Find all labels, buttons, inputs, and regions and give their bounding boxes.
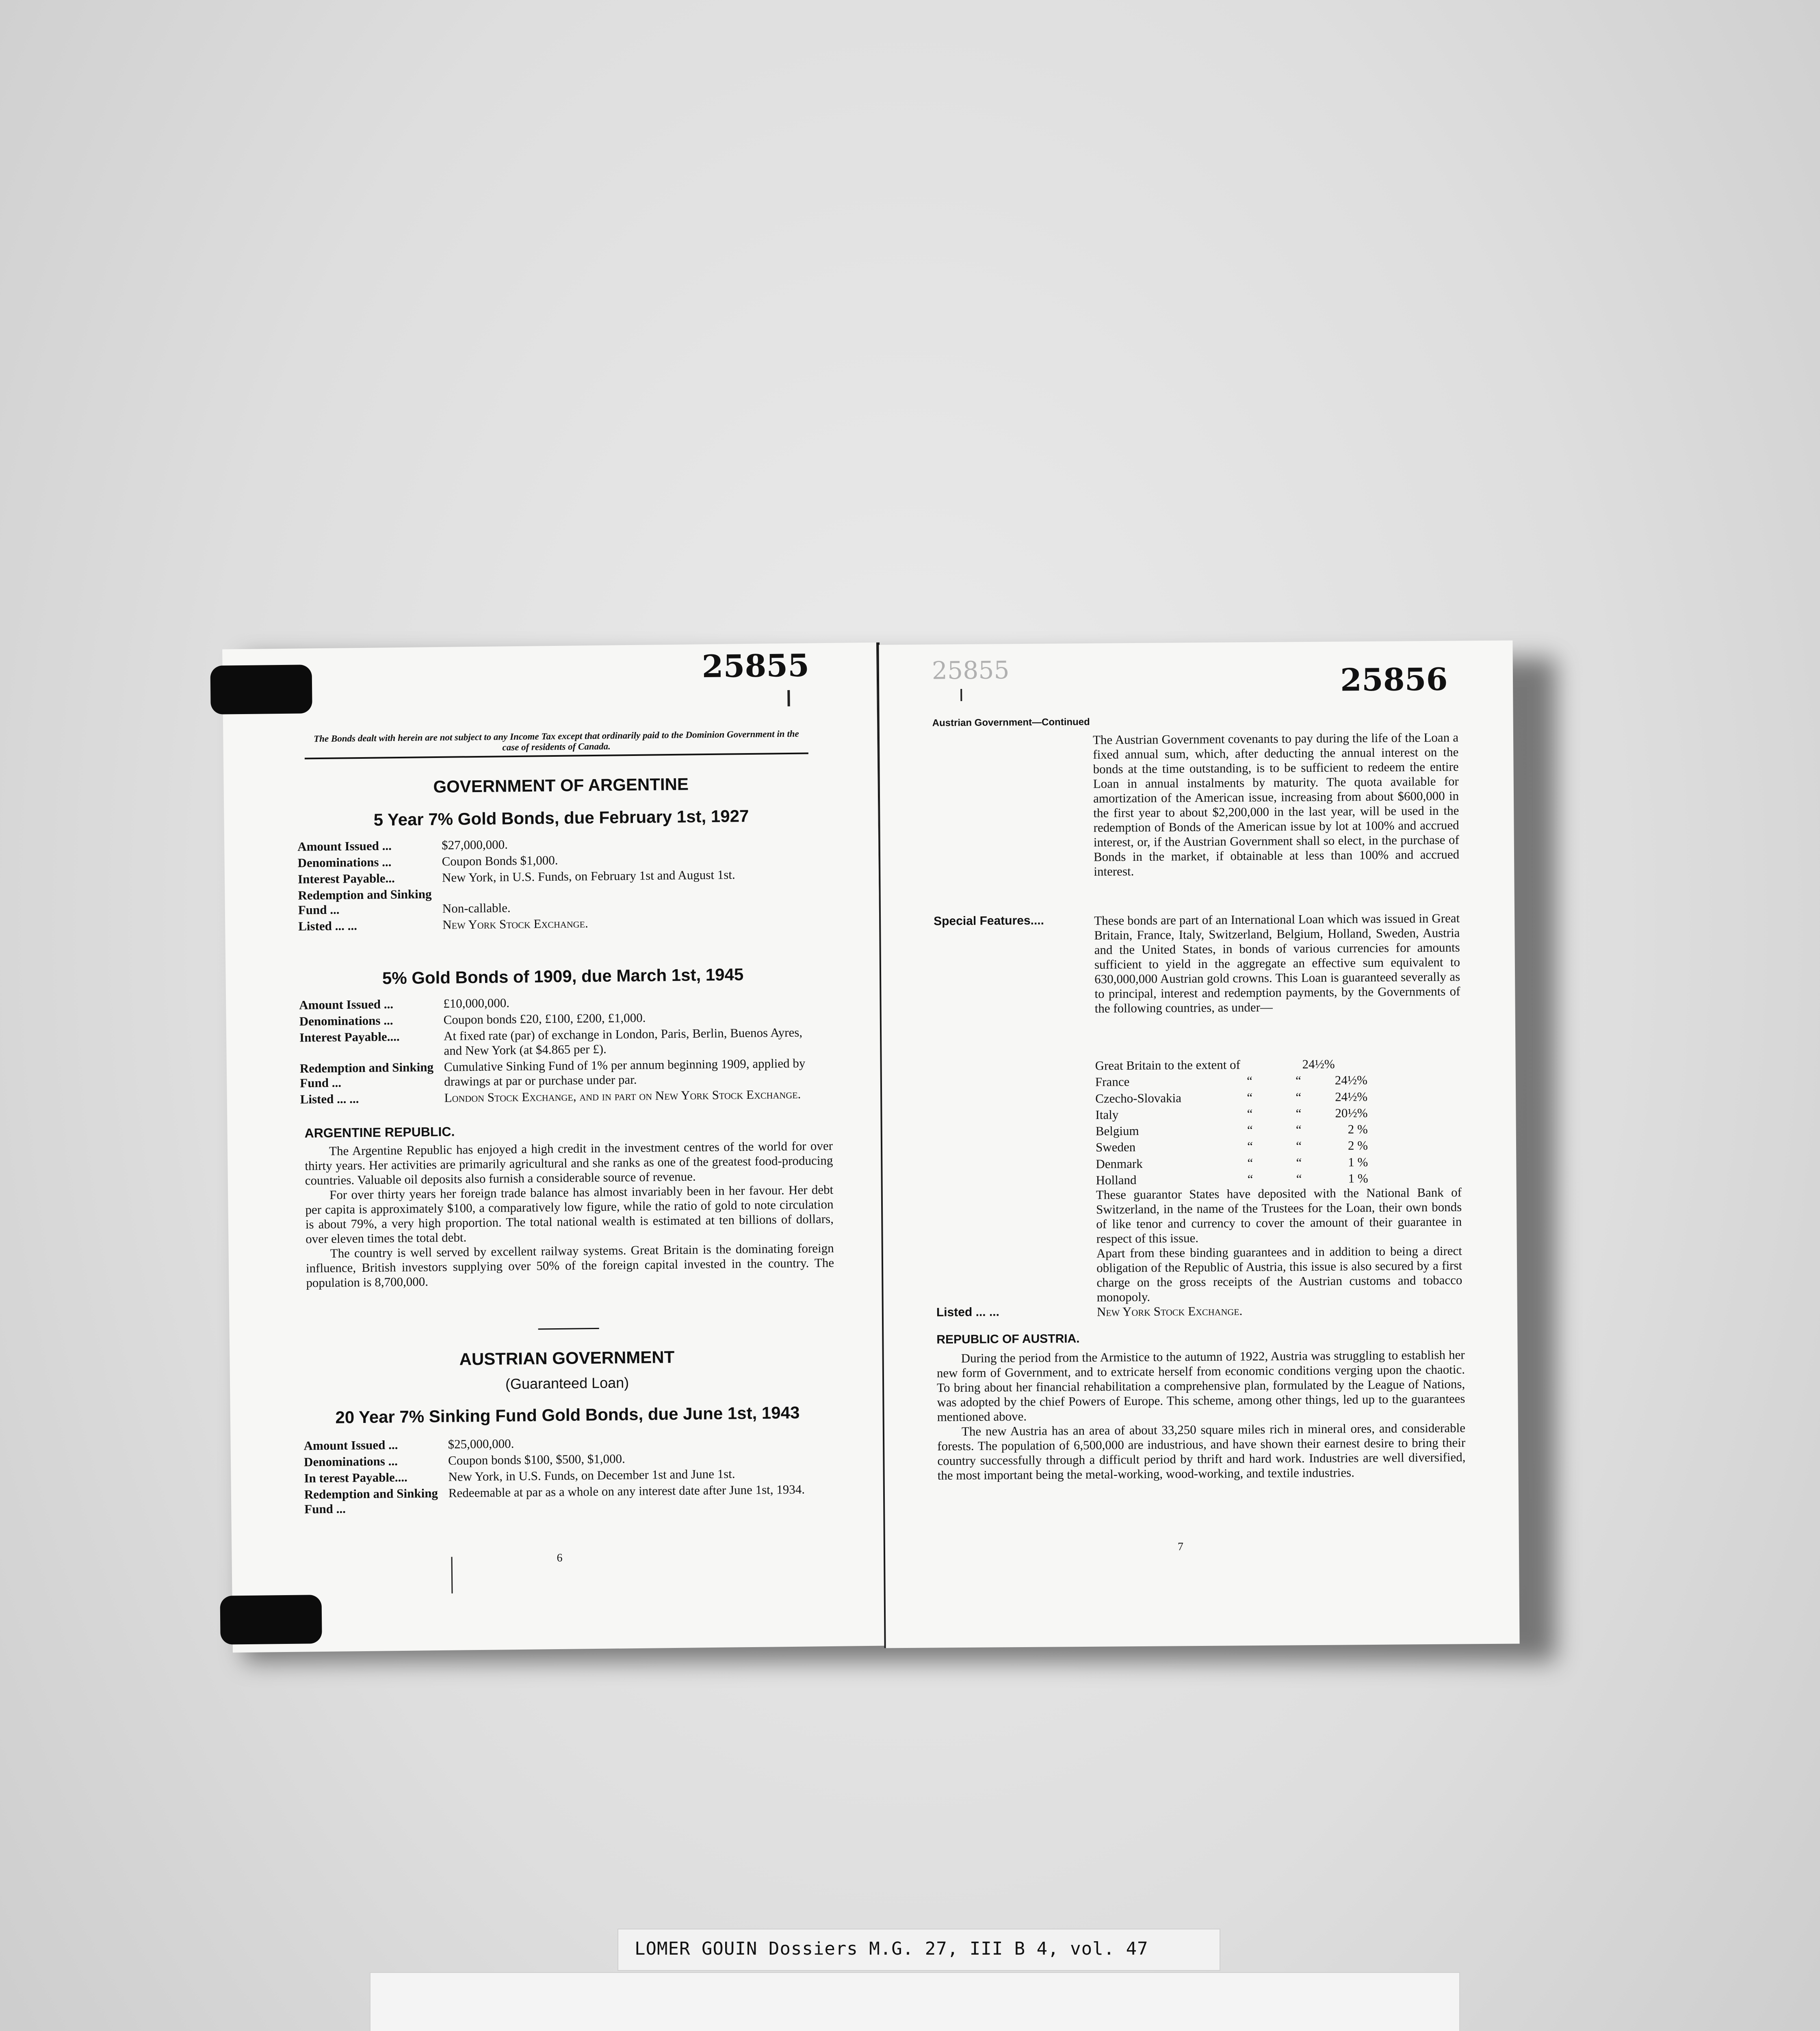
running-head: Austrian Government—Continued: [932, 716, 1090, 729]
bond-title-3: 20 Year 7% Sinking Fund Gold Bonds, due June 1st, 1943: [335, 1403, 800, 1427]
special-features-label: Special Features....: [934, 914, 1044, 928]
table-row: Belgium “ “ 2 %: [1095, 1122, 1368, 1138]
detail-row: Listed ... ... New York Stock Exchange.: [298, 916, 588, 933]
page-folio: 6: [557, 1551, 563, 1565]
stamp-number: 25855: [702, 647, 810, 685]
binder-clip-top: [210, 665, 312, 715]
section-divider: [538, 1328, 599, 1330]
special-features-text: These bonds are part of an International Loan which was issued in Great Britain, France, Italy, Switzerland, Belgium, Holland, Sweden, Austria and the United States, in bonds of various currencies for amounts sufficient to yield in the aggregate an effective sum equivalent to 630,000,000 Austrian gold crowns. This Loan is guaranteed severally as to principal, interest and redemption payments, by the Governments of the following countries, as under—: [1094, 911, 1460, 1016]
right-page: [877, 641, 1519, 1648]
table-row: France “ “ 24½%: [1095, 1073, 1368, 1089]
detail-row: Redemption and Sinking Fund ... Redeemable at par as a whole on any interest date after June 1st, 1934.: [304, 1482, 805, 1516]
detail-row: Denominations ... Coupon Bonds $1,000.: [297, 853, 558, 870]
archive-card: [370, 1972, 1460, 2031]
guarantor-table: [1095, 1056, 1368, 1189]
table-row: Denmark “ “ 1 %: [1096, 1154, 1368, 1171]
detail-row: Redemption and Sinking Fund ... Non-callable.: [298, 887, 511, 917]
argentine-republic-text: The Argentine Republic has enjoyed a high credit in the investment centres of the world for over thirty years. Her activities are primarily agricultural and she ranks as one of the greatest food-producing countries. Valuable oil deposits also furnish a considerable source of revenue. For over thirty years her foreign trade balance has almost invariably been in her favour. Her debt per capita is approximately $100, a comparatively low figure, while the ratio of gold to note circulation is about 79%, a very high proportion. The total national wealth is estimated at ten billions of dollars, over eleven times the total debt. The country is well served by excellent railway systems. Great Britain is the dominating foreign influence, British investors supplying over 50% of the foreign capital invested in the country. The population is 8,700,000.: [305, 1138, 834, 1290]
detail-row: Interest Payable... New York, in U.S. Funds, on February 1st and August 1st.: [297, 867, 735, 886]
binder-clip-bottom: [220, 1595, 322, 1645]
table-row: Great Britain to the extent of 24½%: [1095, 1057, 1335, 1073]
section-heading-austria: AUSTRIAN GOVERNMENT: [459, 1347, 675, 1369]
table-row: Italy “ “ 20½%: [1095, 1105, 1368, 1122]
detail-row: Denominations ... Coupon bonds £20, £100, £200, £1,000.: [299, 1010, 646, 1028]
republic-austria-text: During the period from the Armistice to the autumn of 1922, Austria was struggling to establish her new form of Government, and to extricate herself from economic conditions verging upon the chaotic. To bring about her financial rehabilitation a comprehensive plan, formulated by the League of Nations, was adopted by the chief Powers of Europe. This scheme, among other things, led up to the guarantees mentioned above. The new Austria has an area of about 33,250 square miles rich in mineral ores, and considerable forests. The population of 6,500,000 are industrious, and have shown their earnest desire to bring their country successfully through a difficult period by thrift and hard work. Industries are well diversified, the most important being the metal-working, wood-working, and textile industries.: [936, 1347, 1466, 1483]
section-subheading-austria: (Guaranteed Loan): [505, 1374, 629, 1392]
detail-row: Interest Payable.... At fixed rate (par) of exchange in London, Paris, Berlin, Buenos Ayres, and New York (at $4.865 per £).: [299, 1025, 803, 1058]
detail-row: Redemption and Sinking Fund ... Cumulative Sinking Fund of 1% per annum beginning 1909, applied by drawings at par or purchase under par.: [299, 1056, 806, 1090]
faint-stamp-number: 25855: [932, 656, 1010, 685]
section-heading-argentine: GOVERNMENT OF ARGENTINE: [433, 774, 689, 797]
tax-note: The Bonds dealt with herein are not subject to any Income Tax except that ordinarily paid to the Dominion Government in the case of residents of Canada.: [304, 728, 808, 759]
bond-2-details: [299, 992, 824, 1108]
bond-title-2: 5% Gold Bonds of 1909, due March 1st, 1945: [382, 965, 744, 988]
pencil-mark: [787, 690, 790, 706]
page-folio: 7: [1177, 1540, 1184, 1553]
argentine-republic-heading: ARGENTINE REPUBLIC.: [304, 1124, 455, 1141]
listed-label: Listed ... ...: [936, 1305, 1000, 1319]
stamp-number: 25856: [1340, 661, 1448, 698]
bond-1-details: [297, 834, 822, 935]
detail-row: Amount Issued ... $27,000,000.: [297, 837, 508, 854]
table-row: Holland “ “ 1 %: [1096, 1171, 1368, 1187]
covenant-text: The Austrian Government covenants to pay during the life of the Loan a fixed annual sum, which, after deducting the annual interest on the bonds at the time outstanding, is to be sufficient to redeem the entire Loan in annual instalments by maturity. The quota available for amortization of the American issue, increasing from about $600,000 in the first year to about $2,200,000 in the last year, will be used in the redemption of Bonds of the American issue by lot at 100% and accrued interest, or, if the Austrian Government shall so elect, in the purchase of Bonds in the market, if obtainable at less than 100% and accrued interest.: [1092, 730, 1460, 879]
bond-3-details: [303, 1433, 828, 1518]
bond-title-1: 5 Year 7% Gold Bonds, due February 1st, 1927: [373, 806, 749, 829]
pencil-mark: [960, 689, 962, 701]
archive-reference-label: [618, 1929, 1220, 1971]
detail-row: In terest Payable.... New York, in U.S. Funds, on December 1st and June 1st.: [304, 1466, 735, 1485]
archive-reference-text: LOMER GOUIN Dossiers M.G. 27, III B 4, vol. 47: [635, 1938, 1148, 1959]
detail-row: Amount Issued ... $25,000,000.: [303, 1436, 514, 1453]
pencil-mark: [451, 1557, 453, 1594]
table-row: Czecho-Slovakia “ “ 24½%: [1095, 1089, 1368, 1106]
detail-row: Denominations ... Coupon bonds $100, $500, $1,000.: [303, 1451, 625, 1469]
republic-austria-heading: REPUBLIC OF AUSTRIA.: [936, 1332, 1080, 1347]
listed-value: New York Stock Exchange.: [1096, 1303, 1243, 1319]
table-row: Sweden “ “ 2 %: [1095, 1138, 1368, 1155]
detail-row: Listed ... ... London Stock Exchange, and in part on New York Stock Exchange.: [300, 1087, 801, 1106]
left-page: [222, 643, 890, 1653]
detail-row: Amount Issued ... £10,000,000.: [299, 996, 510, 1012]
guarantee-text: These guarantor States have deposited with the National Bank of Switzerland, in the name of the Trustees for the Loan, their own bonds of like tenor and currency to cover the amount of their guarantee in respect of this issue. Apart from these binding guarantees and in addition to being a direct obligation of the Republic of Austria, this issue is also secured by a first charge on the gross receipts of the Austrian customs and tobacco monopoly.: [1096, 1185, 1462, 1304]
